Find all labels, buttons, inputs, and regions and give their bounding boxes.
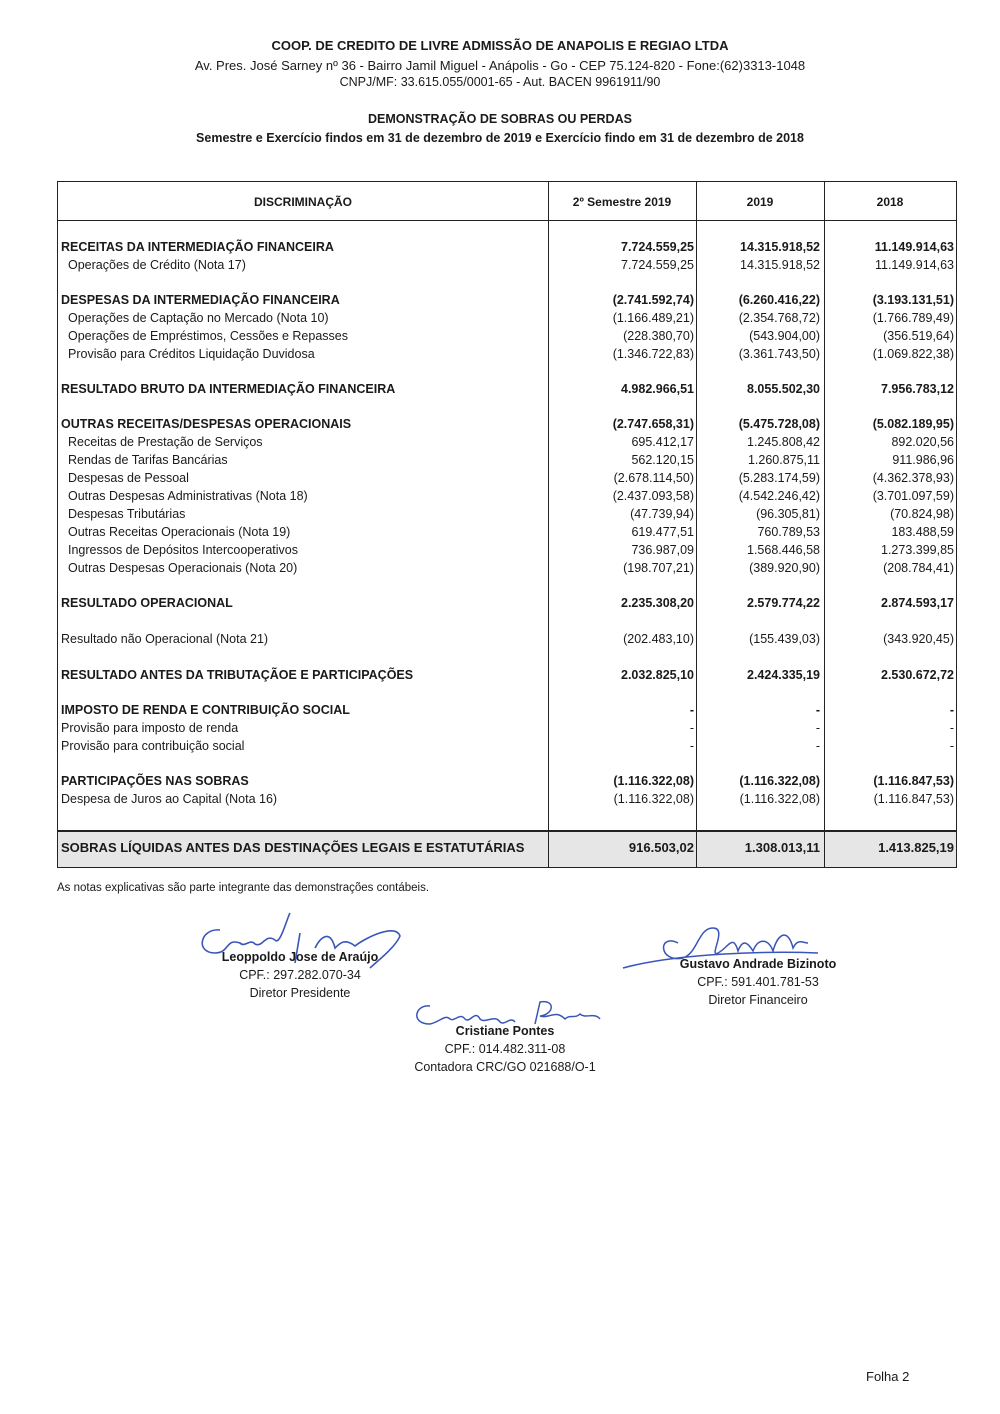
row-value-semester-2019: - (689, 721, 694, 735)
total-label: SOBRAS LÍQUIDAS ANTES DAS DESTINAÇÕES LEGAIS E ESTATUTÁRIAS (61, 840, 525, 855)
row-value-semester-2019: (2.741.592,74) (612, 293, 694, 307)
row-value-2019: (3.361.743,50) (738, 347, 820, 361)
row-value-2018: 911.986,96 (892, 453, 954, 467)
statement-table (57, 181, 957, 868)
signer-role: Diretor Presidente (249, 986, 351, 1000)
row-value-2018: 2.874.593,17 (881, 596, 954, 610)
row-value-semester-2019: 7.724.559,25 (621, 240, 694, 254)
row-value-semester-2019: - (689, 703, 694, 717)
row-label: Rendas de Tarifas Bancárias (68, 453, 228, 467)
row-value-2019: 1.245.808,42 (747, 435, 820, 449)
row-value-semester-2019: (228.380,70) (623, 329, 694, 343)
row-label: Provisão para Créditos Liquidação Duvidosa (68, 347, 315, 361)
row-label: Resultado não Operacional (Nota 21) (61, 632, 269, 646)
organization-cnpj: CNPJ/MF: 33.615.055/0001-65 - Aut. BACEN 9961911/90 (339, 75, 661, 89)
table-row (58, 505, 956, 523)
table-row (58, 541, 956, 559)
table-row (58, 737, 956, 755)
row-label: Despesa de Juros ao Capital (Nota 16) (61, 792, 278, 806)
signer-cpf: CPF.: 014.482.311-08 (444, 1042, 566, 1056)
table-row (58, 559, 956, 577)
row-value-2018: 892.020,56 (891, 435, 954, 449)
table-row (58, 487, 956, 505)
row-value-2018: (1.069.822,38) (872, 347, 954, 361)
row-value-2019: (389.920,90) (749, 561, 820, 575)
row-value-2018: (343.920,45) (883, 632, 954, 646)
total-divider (58, 830, 956, 832)
row-value-2019: (4.542.246,42) (738, 489, 820, 503)
column-header-2019: 2019 (746, 195, 774, 209)
row-value-2019: (1.116.322,08) (739, 774, 820, 788)
row-value-2018: (1.116.847,53) (873, 792, 954, 806)
row-label: Provisão para imposto de renda (61, 721, 239, 735)
row-label: Operações de Crédito (Nota 17) (68, 258, 246, 272)
row-value-2018: (3.701.097,59) (872, 489, 954, 503)
row-value-2019: (5.475.728,08) (738, 417, 820, 431)
row-label: Provisão para contribuição social (61, 739, 245, 753)
page-label: Folha 2 (866, 1369, 910, 1384)
signer-role: Contadora CRC/GO 021688/O-1 (414, 1060, 596, 1074)
row-value-2018: (356.519,64) (883, 329, 954, 343)
row-value-2018: 7.956.783,12 (881, 382, 954, 396)
row-value-2019: 2.579.774,22 (747, 596, 820, 610)
row-value-semester-2019: 695.412,17 (631, 435, 694, 449)
row-value-2019: - (815, 721, 820, 735)
table-row (58, 666, 956, 684)
row-label: Ingressos de Depósitos Intercooperativos (68, 543, 298, 557)
row-value-2018: 11.149.914,63 (874, 240, 954, 254)
row-label: Outras Despesas Operacionais (Nota 20) (68, 561, 298, 575)
row-label: Receitas de Prestação de Serviços (68, 435, 263, 449)
row-label: Operações de Captação no Mercado (Nota 10) (68, 311, 329, 325)
total-value-semester-2019: 916.503,02 (628, 840, 694, 855)
statement-subtitle: Semestre e Exercício findos em 31 de dezembro de 2019 e Exercício findo em 31 de dezembro de 2018 (196, 131, 804, 145)
row-label: Operações de Empréstimos, Cessões e Repasses (68, 329, 348, 343)
table-row (58, 451, 956, 469)
signer-cpf: CPF.: 297.282.070-34 (239, 968, 361, 982)
row-value-2018: - (949, 721, 954, 735)
row-value-2018: - (949, 739, 954, 753)
row-value-2019: 2.424.335,19 (747, 668, 820, 682)
row-label: IMPOSTO DE RENDA E CONTRIBUIÇÃO SOCIAL (61, 703, 350, 717)
table-row (58, 345, 956, 363)
table-row (58, 701, 956, 719)
row-value-semester-2019: (202.483,10) (623, 632, 694, 646)
signer-name: Cristiane Pontes (455, 1024, 555, 1038)
column-header-description: DISCRIMINAÇÃO (254, 195, 352, 209)
row-value-2019: 760.789,53 (757, 525, 820, 539)
row-value-semester-2019: 7.724.559,25 (621, 258, 694, 272)
signature-block-accountant (390, 1022, 620, 1076)
row-value-semester-2019: (1.116.322,08) (613, 792, 694, 806)
row-value-2019: (543.904,00) (749, 329, 820, 343)
row-label: RESULTADO ANTES DA TRIBUTAÇÃOE E PARTICIPAÇÕES (61, 668, 414, 682)
row-value-semester-2019: 4.982.966,51 (621, 382, 694, 396)
row-label: Outras Receitas Operacionais (Nota 19) (68, 525, 291, 539)
row-value-semester-2019: (1.116.322,08) (613, 774, 694, 788)
row-value-semester-2019: (198.707,21) (623, 561, 694, 575)
row-label: OUTRAS RECEITAS/DESPESAS OPERACIONAIS (61, 417, 352, 431)
signer-name: Leoppoldo Jose de Araújo (221, 950, 379, 964)
total-row (58, 839, 956, 857)
row-value-semester-2019: (47.739,94) (630, 507, 694, 521)
row-value-2018: 1.273.399,85 (881, 543, 954, 557)
row-label: Despesas de Pessoal (68, 471, 189, 485)
row-label: DESPESAS DA INTERMEDIAÇÃO FINANCEIRA (61, 293, 340, 307)
row-value-2018: (5.082.189,95) (872, 417, 954, 431)
signer-cpf: CPF.: 591.401.781-53 (697, 975, 819, 989)
table-row (58, 380, 956, 398)
signature-block-president (200, 948, 400, 1002)
total-value-2018: 1.413.825,19 (878, 840, 954, 855)
row-value-2018: - (949, 703, 954, 717)
row-value-2018: 183.488,59 (891, 525, 954, 539)
row-value-semester-2019: (2.437.093,58) (612, 489, 694, 503)
row-value-2019: 8.055.502,30 (747, 382, 820, 396)
footnote: As notas explicativas são parte integrante das demonstrações contábeis. (57, 882, 430, 894)
row-value-2018: (1.766.789,49) (872, 311, 954, 325)
row-label: Despesas Tributárias (68, 507, 186, 521)
statement-title: DEMONSTRAÇÃO DE SOBRAS OU PERDAS (368, 112, 632, 126)
row-value-2019: (5.283.174,59) (738, 471, 820, 485)
table-row (58, 327, 956, 345)
row-value-2018: 11.149.914,63 (874, 258, 954, 272)
row-value-semester-2019: 2.032.825,10 (621, 668, 694, 682)
row-value-2019: - (815, 739, 820, 753)
table-row (58, 630, 956, 648)
column-header-semester-2019: 2º Semestre 2019 (572, 195, 672, 209)
row-value-semester-2019: 619.477,51 (631, 525, 694, 539)
organization-address: Av. Pres. José Sarney nº 36 - Bairro Jamil Miguel - Anápolis - Go - CEP 75.124-820 - Fone:(62)3313-1048 (194, 58, 806, 73)
row-value-2018: (1.116.847,53) (873, 774, 954, 788)
row-value-2019: 1.260.875,11 (747, 453, 820, 467)
row-value-2018: (208.784,41) (883, 561, 954, 575)
row-label: Outras Despesas Administrativas (Nota 18) (68, 489, 308, 503)
row-value-2019: (96.305,81) (756, 507, 820, 521)
row-value-2018: (4.362.378,93) (872, 471, 954, 485)
table-row (58, 238, 956, 256)
row-value-2019: 14.315.918,52 (740, 240, 820, 254)
table-row (58, 719, 956, 737)
row-label: RESULTADO BRUTO DA INTERMEDIAÇÃO FINANCEIRA (61, 382, 396, 396)
organization-name: COOP. DE CREDITO DE LIVRE ADMISSÃO DE ANAPOLIS E REGIAO LTDA (271, 38, 729, 53)
row-value-2019: 1.568.446,58 (747, 543, 820, 557)
row-value-semester-2019: 2.235.308,20 (621, 596, 694, 610)
signer-name: Gustavo Andrade Bizinoto (679, 957, 837, 971)
row-value-semester-2019: - (689, 739, 694, 753)
signature-block-financial (658, 955, 858, 1009)
row-value-2019: (6.260.416,22) (738, 293, 820, 307)
table-row (58, 433, 956, 451)
row-value-2018: (3.193.131,51) (872, 293, 954, 307)
row-value-semester-2019: (2.747.658,31) (612, 417, 694, 431)
table-row (58, 256, 956, 274)
table-row (58, 523, 956, 541)
row-value-2019: (1.116.322,08) (739, 792, 820, 806)
row-value-2018: (70.824,98) (890, 507, 954, 521)
table-row (58, 291, 956, 309)
row-label: RECEITAS DA INTERMEDIAÇÃO FINANCEIRA (61, 240, 334, 254)
row-value-semester-2019: (2.678.114,50) (613, 471, 694, 485)
row-value-semester-2019: 562.120,15 (631, 453, 694, 467)
table-row (58, 790, 956, 808)
row-value-semester-2019: (1.346.722,83) (612, 347, 694, 361)
row-value-2019: (2.354.768,72) (738, 311, 820, 325)
row-value-2019: 14.315.918,52 (740, 258, 820, 272)
table-row (58, 594, 956, 612)
total-value-2019: 1.308.013,11 (744, 840, 820, 855)
table-row (58, 415, 956, 433)
row-value-2019: (155.439,03) (749, 632, 820, 646)
row-label: RESULTADO OPERACIONAL (61, 596, 233, 610)
column-header-2018: 2018 (876, 195, 904, 209)
table-row (58, 309, 956, 327)
row-value-2019: - (815, 703, 820, 717)
row-value-semester-2019: 736.987,09 (631, 543, 694, 557)
row-label: PARTICIPAÇÕES NAS SOBRAS (61, 774, 249, 788)
table-row (58, 469, 956, 487)
signer-role: Diretor Financeiro (708, 993, 808, 1007)
row-value-2018: 2.530.672,72 (881, 668, 954, 682)
row-value-semester-2019: (1.166.489,21) (612, 311, 694, 325)
table-row (58, 772, 956, 790)
